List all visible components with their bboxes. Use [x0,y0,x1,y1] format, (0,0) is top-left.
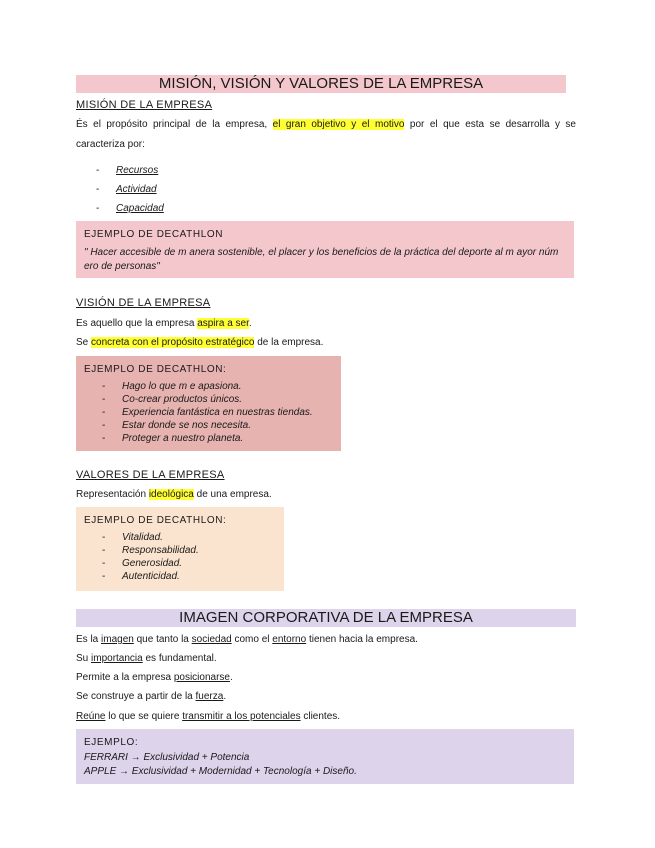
imagen-example-box [76,729,574,784]
list-item: - Proteger a nuestro planeta. [102,433,244,444]
example-apple: APPLE → Exclusividad + Modernidad + Tecnología + Diseño. [84,766,357,777]
imagen-line4: Se construye a partir de la fuerza. [76,691,227,702]
example-quote: " Hacer accesible de m anera sostenible, el placer y los beneficios de la práctica del deporte al m ayor núm ero de personas" [84,247,559,272]
list-item: - Autenticidad. [102,571,180,582]
example-ferrari: FERRARI → Exclusividad + Potencia [84,752,250,763]
vision-text-line1: Es aquello que la empresa aspira a ser. [76,318,252,329]
list-item: - Hago lo que m e apasiona. [102,381,242,392]
section-title-imagen: IMAGEN CORPORATIVA DE LA EMPRESA [76,609,576,627]
mision-text-line2: caracteriza por: [76,139,145,150]
example-title: EJEMPLO: [84,737,139,748]
mision-text-line1: És el propósito principal de la empresa, el gran objetivo y el motivo por el que esta se desarrolla y se [76,119,576,130]
valores-heading: VALORES DE LA EMPRESA [76,469,225,481]
list-item: - Experiencia fantástica en nuestras tiendas. [102,407,313,418]
mision-heading: MISIÓN DE LA EMPRESA [76,99,213,111]
imagen-line1: Es la imagen que tanto la sociedad como el entorno tienen hacia la empresa. [76,634,418,645]
vision-text-line2: Se concreta con el propósito estratégico de la empresa. [76,337,324,348]
vision-heading: VISIÓN DE LA EMPRESA [76,297,211,309]
section-title-mision: MISIÓN, VISIÓN Y VALORES DE LA EMPRESA [76,75,566,93]
list-item: - Vitalidad. [102,532,163,543]
example-title: EJEMPLO DE DECATHLON: [84,364,227,375]
imagen-line3: Permite a la empresa posicionarse. [76,672,233,683]
valores-text: Representación ideológica de una empresa. [76,489,272,500]
list-item: - Generosidad. [102,558,183,569]
vision-example-box [76,356,341,451]
imagen-line2: Su importancia es fundamental. [76,653,217,664]
list-item: - Responsabilidad. [102,545,199,556]
list-item: - Estar donde se nos necesita. [102,420,251,431]
list-item: - Co-crear productos únicos. [102,394,243,405]
mision-example-box [76,221,574,278]
valores-example-box [76,507,284,591]
example-title: EJEMPLO DE DECATHLON [84,229,224,240]
imagen-line5: Reúne lo que se quiere transmitir a los potenciales clientes. [76,711,341,722]
example-title: EJEMPLO DE DECATHLON: [84,515,227,526]
